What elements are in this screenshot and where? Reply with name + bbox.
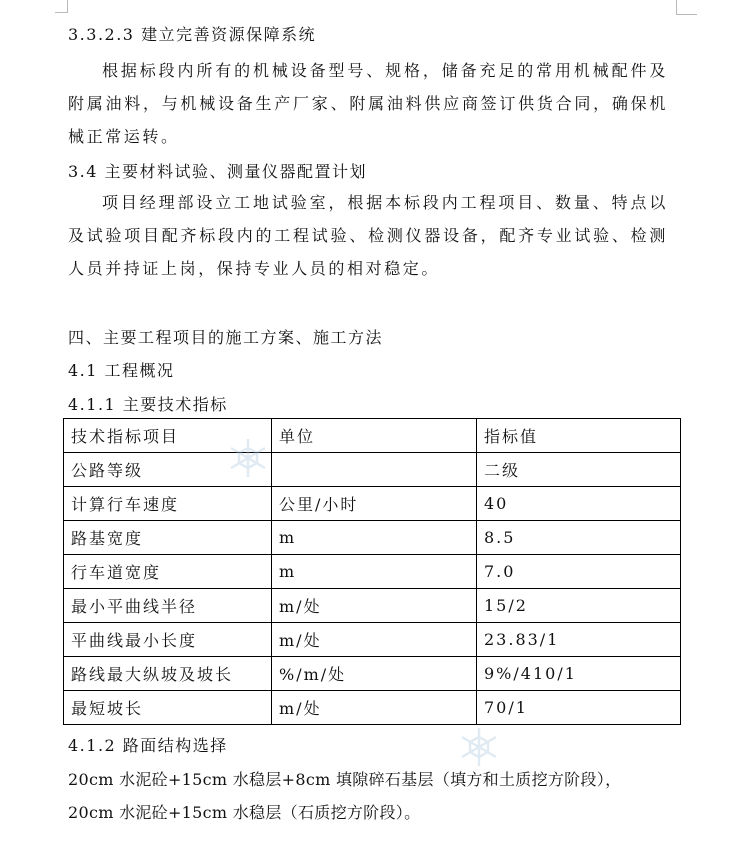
- heading-4-1: 4.1 工程概况: [68, 361, 175, 380]
- table-cell: 最小平曲线半径: [64, 589, 272, 623]
- table-row: [64, 657, 681, 691]
- table-cell: m: [272, 555, 477, 589]
- table-cell: 公路等级: [64, 453, 272, 487]
- table-cell: m/处: [272, 623, 477, 657]
- page-corner-mark-left: [55, 0, 68, 13]
- table-row: [64, 623, 681, 657]
- table-cell: 15/2: [477, 589, 681, 623]
- table-row: [64, 691, 681, 725]
- snowflake-watermark-icon: [457, 725, 501, 769]
- table-row: [64, 521, 681, 555]
- table-cell: m/处: [272, 589, 477, 623]
- table-cell: 平曲线最小长度: [64, 623, 272, 657]
- table-row: [64, 453, 681, 487]
- table-row: [64, 555, 681, 589]
- table-cell: 路基宽度: [64, 521, 272, 555]
- table-row: [64, 487, 681, 521]
- technical-indicator-table: [63, 418, 681, 725]
- snowflake-watermark-icon: [226, 436, 270, 480]
- table-cell: [272, 453, 477, 487]
- table-cell: 70/1: [477, 691, 681, 725]
- table-cell: 8.5: [477, 521, 681, 555]
- table-row: [64, 589, 681, 623]
- table-header-row: [64, 419, 681, 453]
- header-cell: 指标值: [477, 419, 681, 453]
- paragraph-resource-guarantee: [68, 54, 668, 153]
- table-cell: %/m/处: [272, 657, 477, 691]
- paragraph-test-lab: [68, 186, 668, 285]
- heading-4-1-1: 4.1.1 主要技术指标: [68, 395, 228, 414]
- table-cell: 23.83/1: [477, 623, 681, 657]
- table-cell: 行车道宽度: [64, 555, 272, 589]
- table-cell: m/处: [272, 691, 477, 725]
- pavement-structure-line-1: 20cm 水泥砼+15cm 水稳层+8cm 填隙碎石基层（填方和土质挖方阶段），: [68, 770, 622, 789]
- table-cell: 最短坡长: [64, 691, 272, 725]
- chapter-4-heading: 四、主要工程项目的施工方案、施工方法: [68, 328, 384, 347]
- page-corner-mark-right: [676, 0, 697, 15]
- heading-3-3-2-3: 3.3.2.3 建立完善资源保障系统: [68, 25, 317, 44]
- pavement-structure-line-2: 20cm 水泥砼+15cm 水稳层（石质挖方阶段）。: [68, 803, 421, 822]
- table-cell: 7.0: [477, 555, 681, 589]
- table-cell: 路线最大纵坡及坡长: [64, 657, 272, 691]
- paragraph-text: 项目经理部设立工地试验室，根据本标段内工程项目、数量、特点以及试验项目配齐标段内的工程试验、检测仪器设备，配齐专业试验、检测人员并持证上岗，保持专业人员的相对稳定。: [68, 193, 668, 278]
- table-cell: 计算行车速度: [64, 487, 272, 521]
- table-cell: 40: [477, 487, 681, 521]
- paragraph-text: 根据标段内所有的机械设备型号、规格，储备充足的常用机械配件及附属油料，与机械设备生产厂家、附属油料供应商签订供货合同，确保机械正常运转。: [68, 61, 668, 146]
- heading-3-4: 3.4 主要材料试验、测量仪器配置计划: [68, 162, 368, 181]
- heading-4-1-2: 4.1.2 路面结构选择: [68, 736, 228, 755]
- table-cell: 9%/410/1: [477, 657, 681, 691]
- table-cell: 二级: [477, 453, 681, 487]
- table-cell: 公里/小时: [272, 487, 477, 521]
- header-cell: 单位: [272, 419, 477, 453]
- table-cell: m: [272, 521, 477, 555]
- header-cell: 技术指标项目: [64, 419, 272, 453]
